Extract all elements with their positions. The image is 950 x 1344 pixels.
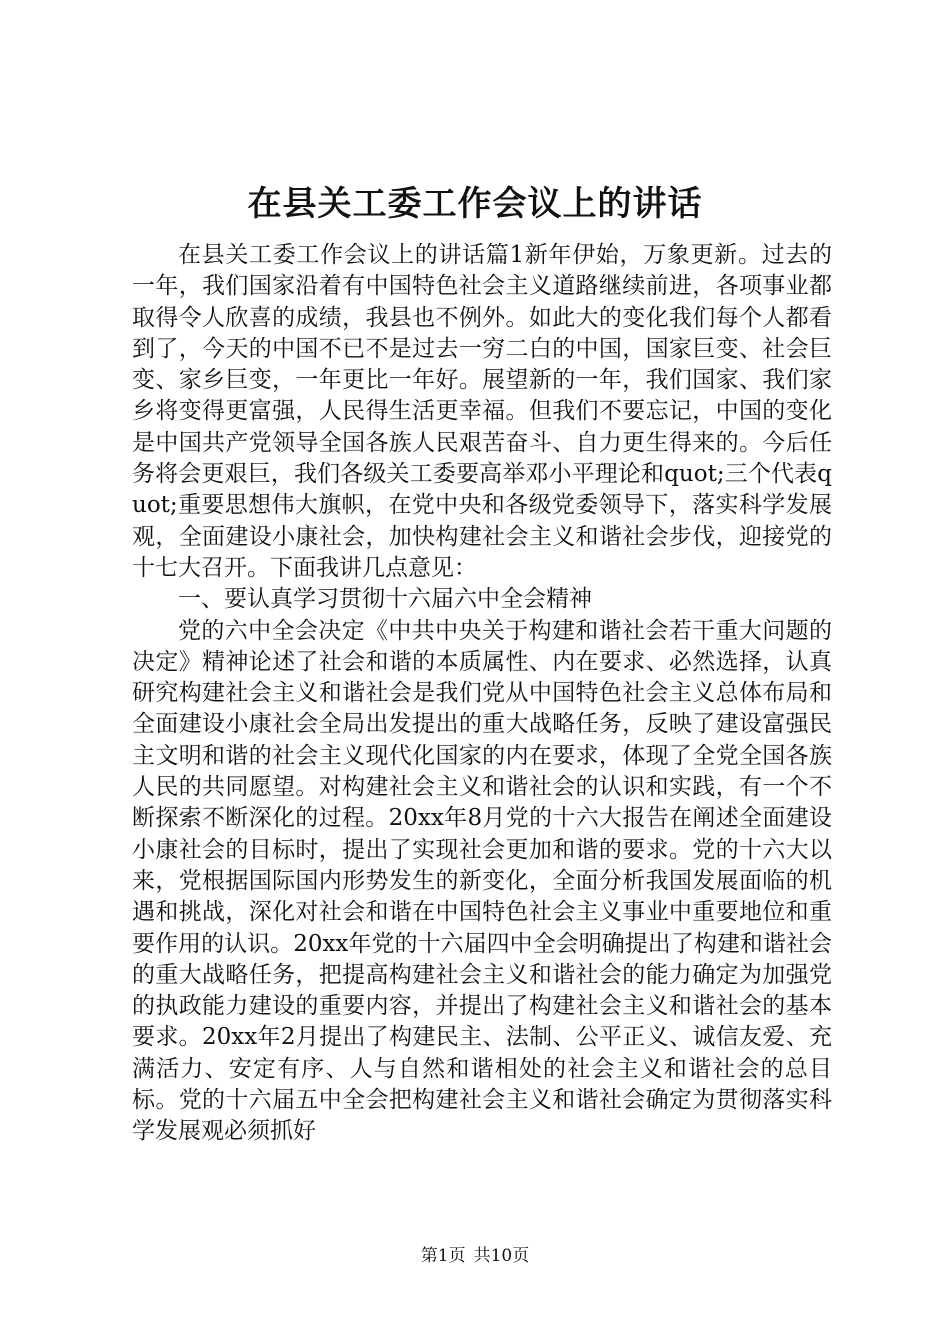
document-body xyxy=(132,240,832,1148)
section-heading: 一、要认真学习贯彻十六届六中全会精神 xyxy=(178,586,592,613)
page-footer xyxy=(0,1244,950,1268)
document-title: 在县关工委工作会议上的讲话 xyxy=(247,184,703,224)
page-number: 第1页 xyxy=(420,1246,466,1266)
paragraph-intro: 在县关工委工作会议上的讲话篇1新年伊始，万象更新。过去的一年，我们国家沿着有中国特色社会主义道路继续前进，各项事业都取得令人欣喜的成绩，我县也不例外。如此大的变化我们每个人都看到了，今天的中国不已不是过去一穷二白的中国，国家巨变、社会巨变、家乡巨变，一年更比一年好。展望新的一年，我们国家、我们家乡将变得更富强，人民得生活更幸福。但我们不要忘记，中国的变化是中国共产党领导全国各族人民艰苦奋斗、自力更生得来的。今后任务将会更艰巨，我们各级关工委要高举邓小平理论和quot;三个代表quot;重要思想伟大旗帜，在党中央和各级党委领导下，落实科学发展观，全面建设小康社会，加快构建社会主义和谐社会步伐，迎接党的十七大召开。下面我讲几点意见： xyxy=(132,242,832,581)
page-total: 共10页 xyxy=(473,1246,530,1266)
paragraph-section-1: 党的六中全会决定《中共中央关于构建和谐社会若干重大问题的决定》精神论述了社会和谐的本质属性、内在要求、必然选择，认真研究构建社会主义和谐社会是我们党从中国特色社会主义总体布局和全面建设小康社会全局出发提出的重大战略任务，反映了建设富强民主文明和谐的社会主义现代化国家的内在要求，体现了全党全国各族人民的共同愿望。对构建社会主义和谐社会的认识和实践，有一个不断探索不断深化的过程。20xx年8月党的十六大报告在阐述全面建设小康社会的目标时，提出了实现社会更加和谐的要求。党的十六大以来，党根据国际国内形势发生的新变化，全面分析我国发展面临的机遇和挑战，深化对社会和谐在中国特色社会主义事业中重要地位和重要作用的认识。20xx年党的十六届四中全会明确提出了构建和谐社会的重大战略任务，把提高构建社会主义和谐社会的能力确定为加强党的执政能力建设的重要内容，并提出了构建社会主义和谐社会的基本要求。20xx年2月提出了构建民主、法制、公平正义、诚信友爱、充满活力、安定有序、人与自然和谐相处的社会主义和谐社会的总目标。党的十六届五中全会把构建社会主义和谐社会确定为贯彻落实科学发展观必须抓好 xyxy=(132,617,832,1145)
